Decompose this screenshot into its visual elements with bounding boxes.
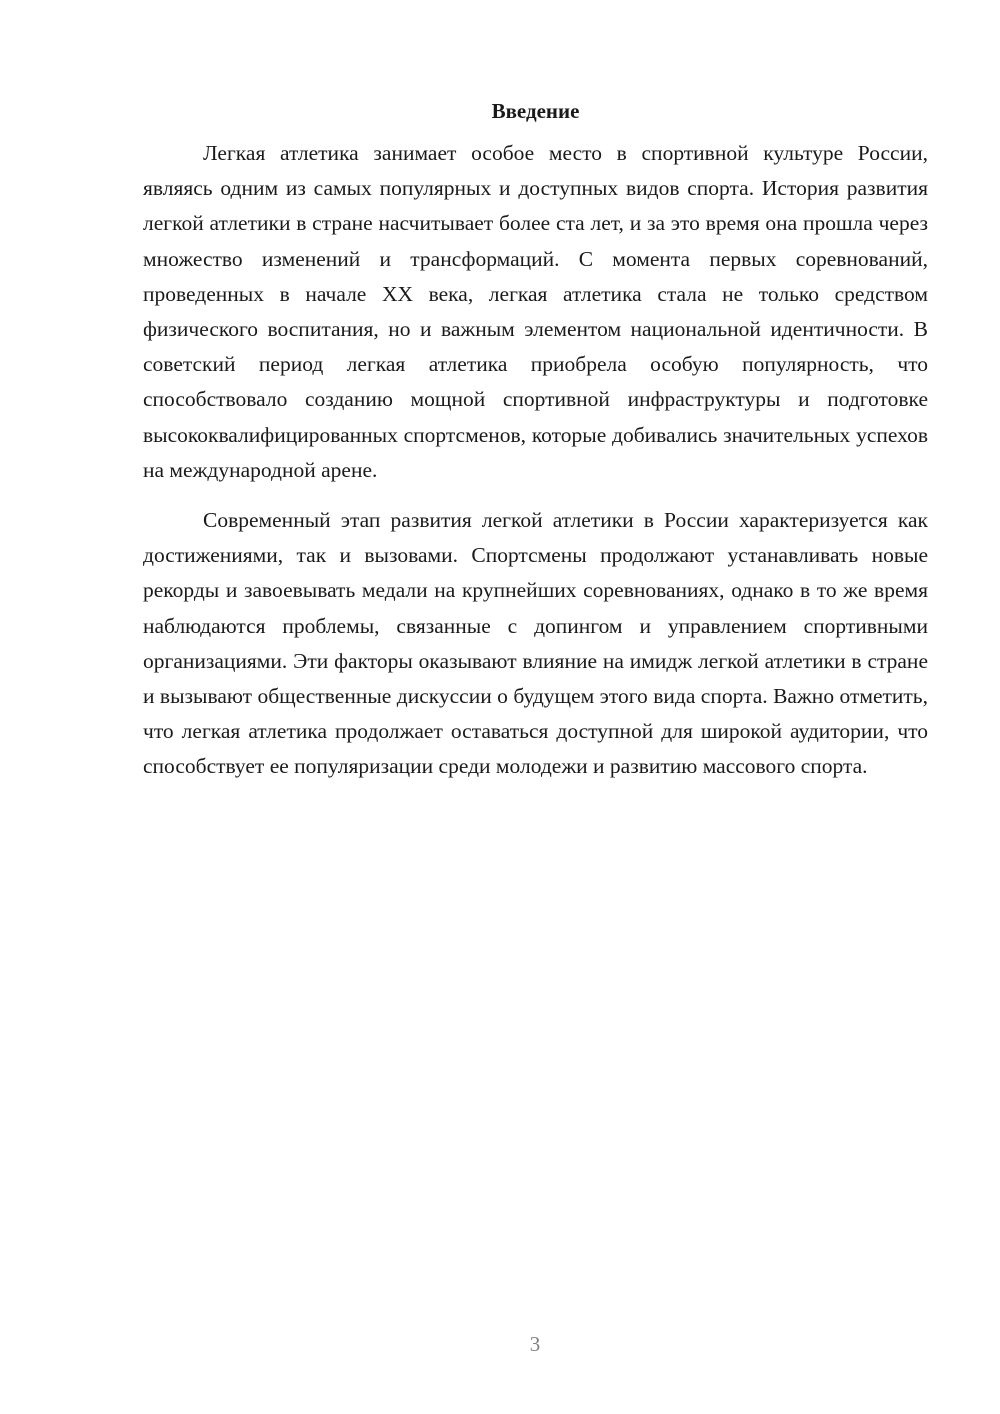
page-number: 3 (529, 1332, 541, 1356)
paragraph-2: Современный этап развития легкой атлетики в России характеризуется как достижениями, так и вызовами. Спортсмены продолжают устанавливать новые рекорды и завоевывать медали на крупнейших соревнованиях, однако в то же время наблюдаются проблемы, связанные с допингом и управлением спортивными организациями. Эти факторы оказывают влияние на имидж легкой атлетики в стране и вызывают общественные дискуссии о будущем этого вида спорта. Важно отметить, что легкая атлетика продолжает оставаться доступной для широкой аудитории, что способствует ее популяризации среди молодежи и развитию массового спорта. (143, 508, 928, 779)
paragraph-1: Легкая атлетика занимает особое место в спортивной культуре России, являясь одним из самых популярных и доступных видов спорта. История развития легкой атлетики в стране насчитывает более ста лет, и за это время она прошла через множество изменений и трансформаций. С момента первых соревнований, проведенных в начале XX века, легкая атлетика стала не только средством физического воспитания, но и важным элементом национальной идентичности. В советский период легкая атлетика приобрела особую популярность, что способствовало созданию мощной спортивной инфраструктуры и подготовке высококвалифицированных спортсменов, которые добивались значительных успехов на международной арене. (143, 141, 928, 482)
text-column (143, 96, 928, 785)
section-title: Введение (491, 99, 580, 123)
